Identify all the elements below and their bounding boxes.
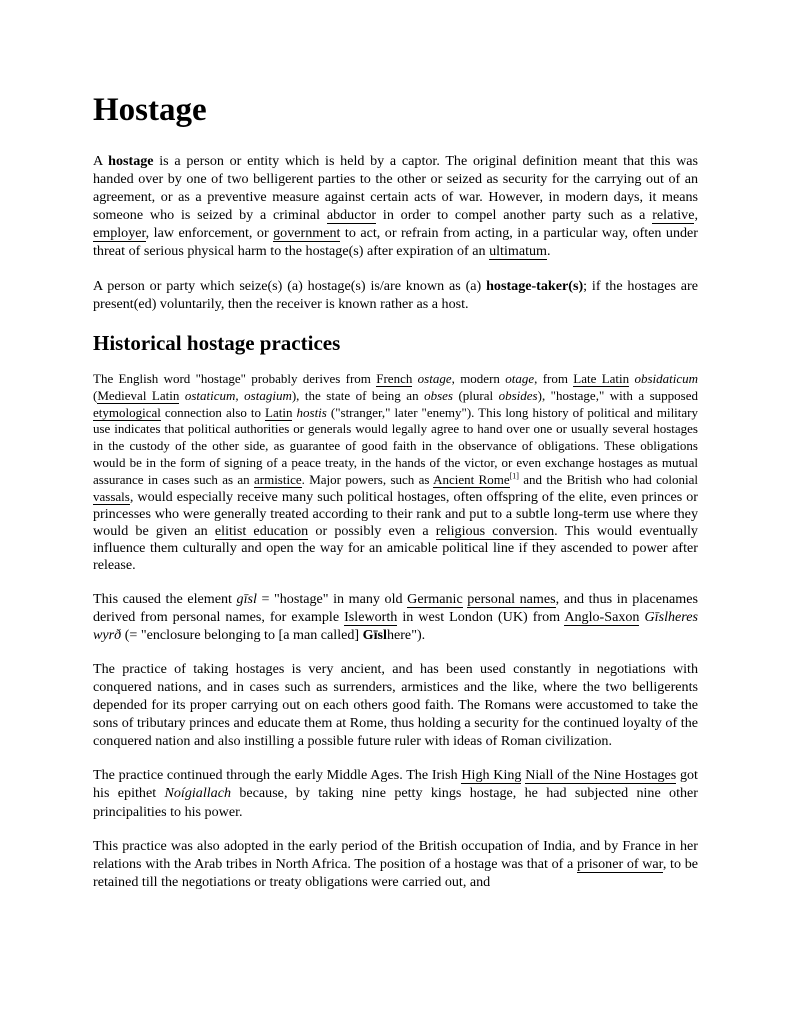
section-paragraph-3: The practice of taking hostages is very ancient, and has been used constantly in negotiations with conquered nations, and in cases such as surrenders, armistices and the like, where the two belligerents depended for its proper carrying out on each others good faith. The Romans were accustomed to take the sons of tributary princes and educate them at Rome, thus holding a security for the continued loyalty of the conquered nation and also instilling a possible future ruler with ideas of Roman civilization. bbox=[93, 660, 698, 750]
term-hostage-taker: hostage-taker(s) bbox=[486, 277, 584, 294]
link-government[interactable]: government bbox=[273, 225, 341, 242]
footnote-ref-1[interactable]: [1] bbox=[509, 471, 519, 481]
link-french[interactable]: French bbox=[376, 370, 413, 386]
link-latin[interactable]: Latin bbox=[265, 404, 293, 420]
link-vassals[interactable]: vassals bbox=[93, 489, 130, 505]
term-hostage: hostage bbox=[108, 153, 154, 169]
link-religious-conversion[interactable]: religious conversion bbox=[435, 522, 555, 539]
link-isleworth[interactable]: Isleworth bbox=[344, 608, 398, 625]
link-abductor[interactable]: abductor bbox=[326, 207, 377, 224]
page-title: Hostage bbox=[93, 92, 207, 128]
link-prisoner-of-war[interactable]: prisoner of war bbox=[576, 855, 663, 872]
link-medieval-latin[interactable]: Medieval Latin bbox=[97, 387, 180, 403]
intro-paragraph-1: A hostage is a person or entity which is held by a captor. The original definition meant that this was handed over by one of two belligerent parties to the other or seized as security for the carrying out of an agreement, or as a preventive measure against certain acts of war. However, in modern days, it means someone who is seized by a criminal abductor in order to compel another party such as a relative, employer, law enforcement, or government to act, or refrain from acting, in a particular way, often under threat of serious physical harm to the hostage(s) after expiration of an ultimatum. bbox=[93, 153, 698, 260]
link-anglo-saxon[interactable]: Anglo-Saxon bbox=[564, 608, 640, 625]
section-heading: Historical hostage practices bbox=[93, 330, 341, 355]
section-paragraph-2: This caused the element gīsl = "hostage" in many old Germanic personal names, and thus in placenames derived from personal names, for example Isleworth in west London (UK) from Anglo-Saxon Gīslheres wyrð (= "enclosure belonging to [a man called] Gīslhere"). bbox=[93, 590, 698, 643]
link-high-king[interactable]: High King bbox=[461, 767, 522, 784]
link-ultimatum[interactable]: ultimatum bbox=[489, 243, 547, 260]
section-paragraph-5: This practice was also adopted in the early period of the British occupation of India, and by France in her relations with the Arab tribes in North Africa. The position of a hostage was that of a prisoner of war, to be retained till the negotiations or treaty obligations were carried out, and bbox=[93, 837, 698, 890]
link-ancient-rome[interactable]: Ancient Rome bbox=[433, 472, 510, 488]
link-personal-names[interactable]: personal names bbox=[467, 590, 556, 607]
link-employer[interactable]: employer bbox=[93, 225, 146, 242]
link-armistice[interactable]: armistice bbox=[253, 472, 302, 488]
link-late-latin[interactable]: Late Latin bbox=[573, 370, 630, 386]
section-paragraph-1: The English word "hostage" probably derives from French ostage, modern otage, from Late Latin obsidaticum (Medieval Latin ostaticum, ostagium), the state of being an obses (plural obsides), "hostage," with a supposed etymological connection also to Latin hostis ("stranger," later "enemy"). This long history of political and military use indicates that political authorities or generals would legally agree to hand over one or usually several hostages in the custody of the other side, as guarantee of good faith in the observance of obligations. These obligations would be in the form of signing of a peace treaty, in the hands of the victor, or even exchange hostages as mutual assurance in cases such as an armistice. Major powers, such as Ancient Rome[1] and the British who had colonial vassals, would especially receive many such political hostages, often offspring of the elite, even princes or princesses who were generally treated according to their rank and put to a subtle long-term use where they would be given an elitist education or possibly even a religious conversion. This would eventually influence them culturally and open the way for an amicable political line if they ascended to power after release. bbox=[93, 370, 699, 573]
link-germanic[interactable]: Germanic bbox=[407, 590, 463, 607]
link-niall-of-the-nine-hostages[interactable]: Niall of the Nine Hostages bbox=[525, 767, 677, 784]
link-relative[interactable]: relative bbox=[652, 207, 695, 224]
intro-paragraph-2: A person or party which seize(s) (a) hostage(s) is/are known as (a) hostage-taker(s); if the hostages are present(ed) voluntarily, then the receiver is known rather as a host. bbox=[93, 277, 698, 312]
link-etymological[interactable]: etymological bbox=[93, 404, 161, 420]
link-elitist-education[interactable]: elitist education bbox=[214, 522, 309, 539]
section-paragraph-4: The practice continued through the early Middle Ages. The Irish High King Niall of the Nine Hostages got his epithet Noígiallach because, by taking nine petty kings hostage, he had subjected nine other principalities to his power. bbox=[93, 767, 698, 820]
